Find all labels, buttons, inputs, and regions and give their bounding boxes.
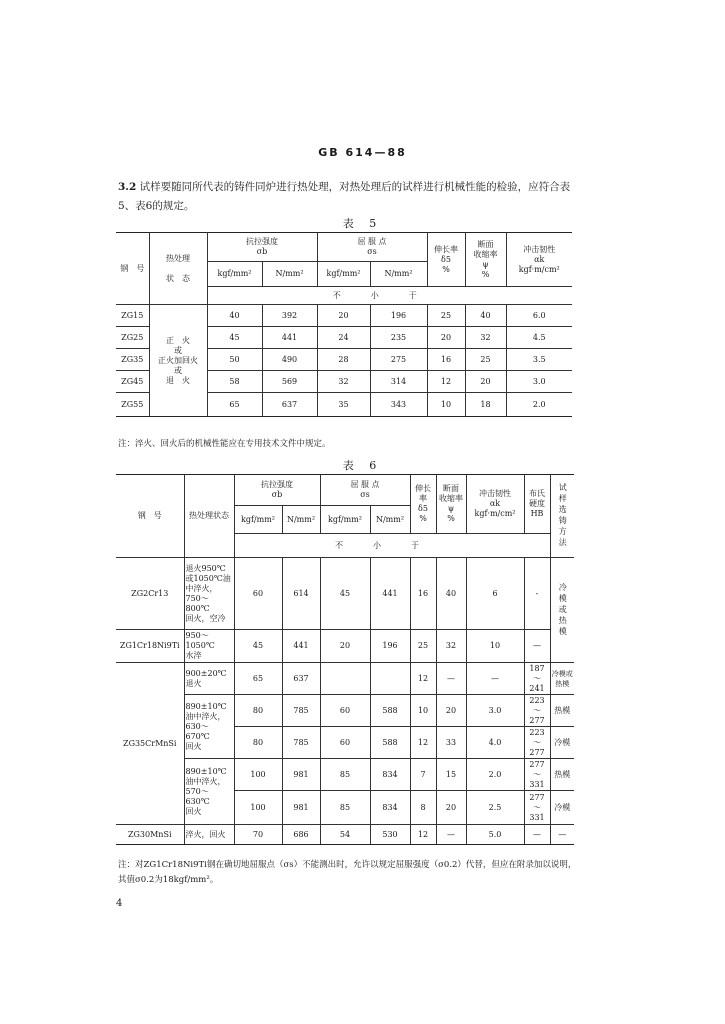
t5-impact: 6.0: [506, 305, 572, 327]
t6-yield-kgf: 60: [320, 727, 370, 759]
t5-yield-n: 235: [370, 327, 427, 349]
t6-elong: 7: [410, 759, 436, 791]
t6-h-yield: 屈 服 点 σs: [320, 475, 410, 506]
t6-reduct: 40: [436, 558, 466, 630]
t5-steel: ZG45: [116, 371, 149, 393]
t5-impact: 3.0: [506, 371, 572, 393]
t5-tensile-n: 392: [262, 305, 317, 327]
t5-yield-n: 196: [370, 305, 427, 327]
t6-tensile-n: 441: [282, 630, 320, 663]
t5-steel: ZG25: [116, 327, 149, 349]
t6-heat: 退火950℃ 或1050℃油 中淬火， 750～800℃ 回火，空冷: [184, 558, 234, 630]
t6-elong: 12: [410, 727, 436, 759]
t5-h-elong: 伸长率 δ5 %: [427, 233, 465, 287]
t6-yield-kgf: 60: [320, 695, 370, 727]
t6-method: 冷模: [550, 791, 574, 825]
t6-hb: 223～277: [524, 727, 550, 759]
t5-yield-n: 314: [370, 371, 427, 393]
t5-elong: 25: [427, 305, 465, 327]
t5-impact: 3.5: [506, 349, 572, 371]
t5-yield-kgf: 35: [317, 393, 370, 417]
t6-reduct: 15: [436, 759, 466, 791]
t6-hb: -: [524, 558, 550, 630]
t6-h-heat: 热处理状态: [184, 475, 234, 558]
t6-steel: ZG35CrMnSi: [116, 663, 184, 825]
t6-h-tensile-kgf: kgf/mm²: [234, 506, 282, 534]
t6-hb: 277～331: [524, 759, 550, 791]
t5-impact: 4.5: [506, 327, 572, 349]
t6-h-tensile-n: N/mm²: [282, 506, 320, 534]
t6-tensile-kgf: 80: [234, 727, 282, 759]
t6-hb: 277～331: [524, 791, 550, 825]
t6-reduct: 32: [436, 630, 466, 663]
t6-h-reduct: 断面 收缩率 ψ %: [436, 475, 466, 534]
t6-h-impact: 冲击韧性 αk kgf·m/cm²: [466, 475, 524, 534]
t6-elong: 8: [410, 791, 436, 825]
t6-heat: 890±10℃ 油中淬火， 630～670℃ 回火: [184, 695, 234, 759]
t5-tensile-n: 569: [262, 371, 317, 393]
t6-hb: 187～241: [524, 663, 550, 695]
t6-yield-n: 441: [370, 558, 410, 630]
t6-method: 热模: [550, 695, 574, 727]
t6-tensile-n: 614: [282, 558, 320, 630]
t6-yield-kgf: [320, 663, 370, 695]
t6-yield-kgf: 54: [320, 825, 370, 845]
t6-reduct: —: [436, 663, 466, 695]
t6-h-yield-kgf: kgf/mm²: [320, 506, 370, 534]
t6-reduct: 20: [436, 791, 466, 825]
page-number: 4: [116, 898, 123, 909]
t6-tensile-n: 785: [282, 727, 320, 759]
t6-yield-n: 196: [370, 630, 410, 663]
clause-text: 试样要随同所代表的铸件同炉进行热处理，对热处理后的试样进行机械性能的检验，应符合表5、表6的规定。: [118, 181, 571, 212]
t5-reduct: 40: [465, 305, 506, 327]
t6-elong: 10: [410, 695, 436, 727]
t6-elong: 16: [410, 558, 436, 630]
t6-impact: 6: [466, 558, 524, 630]
t6-steel: ZG30MnSi: [116, 825, 184, 845]
t6-impact: 3.0: [466, 695, 524, 727]
t6-yield-n: 834: [370, 791, 410, 825]
t6-hb: —: [524, 825, 550, 845]
t6-heat: 950～1050℃ 水淬: [184, 630, 234, 663]
t6-tensile-n: 981: [282, 791, 320, 825]
t6-reduct: 33: [436, 727, 466, 759]
t6-tensile-n: 981: [282, 759, 320, 791]
clause-3-2: [118, 178, 578, 216]
t5-yield-n: 275: [370, 349, 427, 371]
t5-elong: 16: [427, 349, 465, 371]
t5-reduct: 25: [465, 349, 506, 371]
t6-impact: 4.0: [466, 727, 524, 759]
t6-tensile-kgf: 100: [234, 759, 282, 791]
t6-method: 冷模或热模: [550, 663, 574, 695]
t6-tensile-kgf: 45: [234, 630, 282, 663]
t5-yield-kgf: 20: [317, 305, 370, 327]
t5-tensile-n: 490: [262, 349, 317, 371]
t5-elong: 20: [427, 327, 465, 349]
t6-heat: 900±20℃ 退火: [184, 663, 234, 695]
table5-note: 注：淬火、回火后的机械性能应在专用技术文件中规定。: [118, 439, 331, 449]
t5-h-yield-kgf: kgf/mm²: [317, 262, 370, 287]
t6-method: —: [550, 825, 574, 845]
t5-steel: ZG15: [116, 305, 149, 327]
t5-tensile-kgf: 50: [207, 349, 262, 371]
t5-h-notless: 不小于: [207, 287, 572, 305]
t6-impact: 2.0: [466, 759, 524, 791]
t6-yield-kgf: 85: [320, 791, 370, 825]
t5-yield-kgf: 28: [317, 349, 370, 371]
t6-h-steel: 钢 号: [116, 475, 184, 558]
t6-method: 冷模: [550, 727, 574, 759]
t6-tensile-n: 637: [282, 663, 320, 695]
t5-h-tensile: 抗拉强度 σb: [207, 233, 317, 262]
t5-steel: ZG55: [116, 393, 149, 417]
t6-h-hb: 布氏 硬度 HB: [524, 475, 550, 534]
t5-tensile-kgf: 45: [207, 327, 262, 349]
t6-tensile-kgf: 65: [234, 663, 282, 695]
t5-h-heat: 热处理 状 态: [149, 233, 207, 305]
t5-h-impact: 冲击韧性 αk kgf·m/cm²: [506, 233, 572, 287]
t6-tensile-n: 785: [282, 695, 320, 727]
t5-tensile-kgf: 65: [207, 393, 262, 417]
t6-yield-n: 588: [370, 695, 410, 727]
t6-yield-kgf: 85: [320, 759, 370, 791]
t6-yield-n: [370, 663, 410, 695]
t6-yield-kgf: 45: [320, 558, 370, 630]
t5-elong: 10: [427, 393, 465, 417]
t5-impact: 2.0: [506, 393, 572, 417]
t6-reduct: 20: [436, 695, 466, 727]
t6-hb: 223～277: [524, 695, 550, 727]
table6-caption: 表 6: [342, 459, 383, 472]
t5-tensile-n: 637: [262, 393, 317, 417]
table-6: [116, 474, 574, 845]
t6-heat: 淬火，回火: [184, 825, 234, 845]
table6-note: 注：对ZG1Cr18Ni9Ti钢在确切地屈服点（σs）不能测出时，允许以规定屈服强度（σ0.2）代替，但应在附录加以说明，其值σ0.2为18kgf/mm²。: [118, 860, 577, 885]
t6-method: 热模: [550, 759, 574, 791]
standard-header: GB 614—88: [318, 146, 407, 159]
t6-elong: 12: [410, 663, 436, 695]
t6-h-method: 试样选铸方法: [550, 475, 574, 558]
t6-h-yield-n: N/mm²: [370, 506, 410, 534]
t5-h-yield: 屈 服 点 σs: [317, 233, 427, 262]
t6-elong: 25: [410, 630, 436, 663]
t6-method: 冷模或热模: [550, 558, 574, 663]
t5-elong: 12: [427, 371, 465, 393]
t6-tensile-kgf: 80: [234, 695, 282, 727]
t6-yield-n: 530: [370, 825, 410, 845]
table-5: [116, 232, 572, 417]
t5-h-tensile-n: N/mm²: [262, 262, 317, 287]
t6-h-elong: 伸长率 δ5 %: [410, 475, 436, 534]
t5-h-steel: 钢 号: [116, 233, 149, 305]
t6-steel: ZG1Cr18Ni9Ti: [116, 630, 184, 663]
t6-elong: 12: [410, 825, 436, 845]
t5-steel: ZG35: [116, 349, 149, 371]
t6-yield-n: 834: [370, 759, 410, 791]
t6-yield-n: 588: [370, 727, 410, 759]
t6-hb: —: [524, 630, 550, 663]
t6-impact: 10: [466, 630, 524, 663]
t5-yield-kgf: 24: [317, 327, 370, 349]
t5-yield-n: 343: [370, 393, 427, 417]
t6-h-tensile: 抗拉强度 σb: [234, 475, 320, 506]
t5-heat-state: 正 火 或 正火加回火 或 退 火: [149, 305, 207, 417]
t6-yield-kgf: 20: [320, 630, 370, 663]
t5-reduct: 18: [465, 393, 506, 417]
t6-tensile-kgf: 60: [234, 558, 282, 630]
t6-reduct: —: [436, 825, 466, 845]
t6-impact: 5.0: [466, 825, 524, 845]
table5-caption: 表 5: [342, 217, 383, 230]
t6-tensile-kgf: 70: [234, 825, 282, 845]
t5-h-yield-n: N/mm²: [370, 262, 427, 287]
t5-h-tensile-kgf: kgf/mm²: [207, 262, 262, 287]
t6-steel: ZG2Cr13: [116, 558, 184, 630]
t5-yield-kgf: 32: [317, 371, 370, 393]
t6-h-notless: 不小于: [234, 534, 550, 558]
t6-impact: —: [466, 663, 524, 695]
t6-tensile-kgf: 100: [234, 791, 282, 825]
t5-reduct: 32: [465, 327, 506, 349]
t6-impact: 2.5: [466, 791, 524, 825]
t6-tensile-n: 686: [282, 825, 320, 845]
t5-tensile-kgf: 58: [207, 371, 262, 393]
clause-number: 3.2: [118, 181, 137, 193]
t6-heat: 890±10℃ 油中淬火， 570～630℃ 回火: [184, 759, 234, 825]
t5-tensile-n: 441: [262, 327, 317, 349]
t5-h-reduct: 断面 收缩率 ψ %: [465, 233, 506, 287]
t5-reduct: 20: [465, 371, 506, 393]
t5-tensile-kgf: 40: [207, 305, 262, 327]
